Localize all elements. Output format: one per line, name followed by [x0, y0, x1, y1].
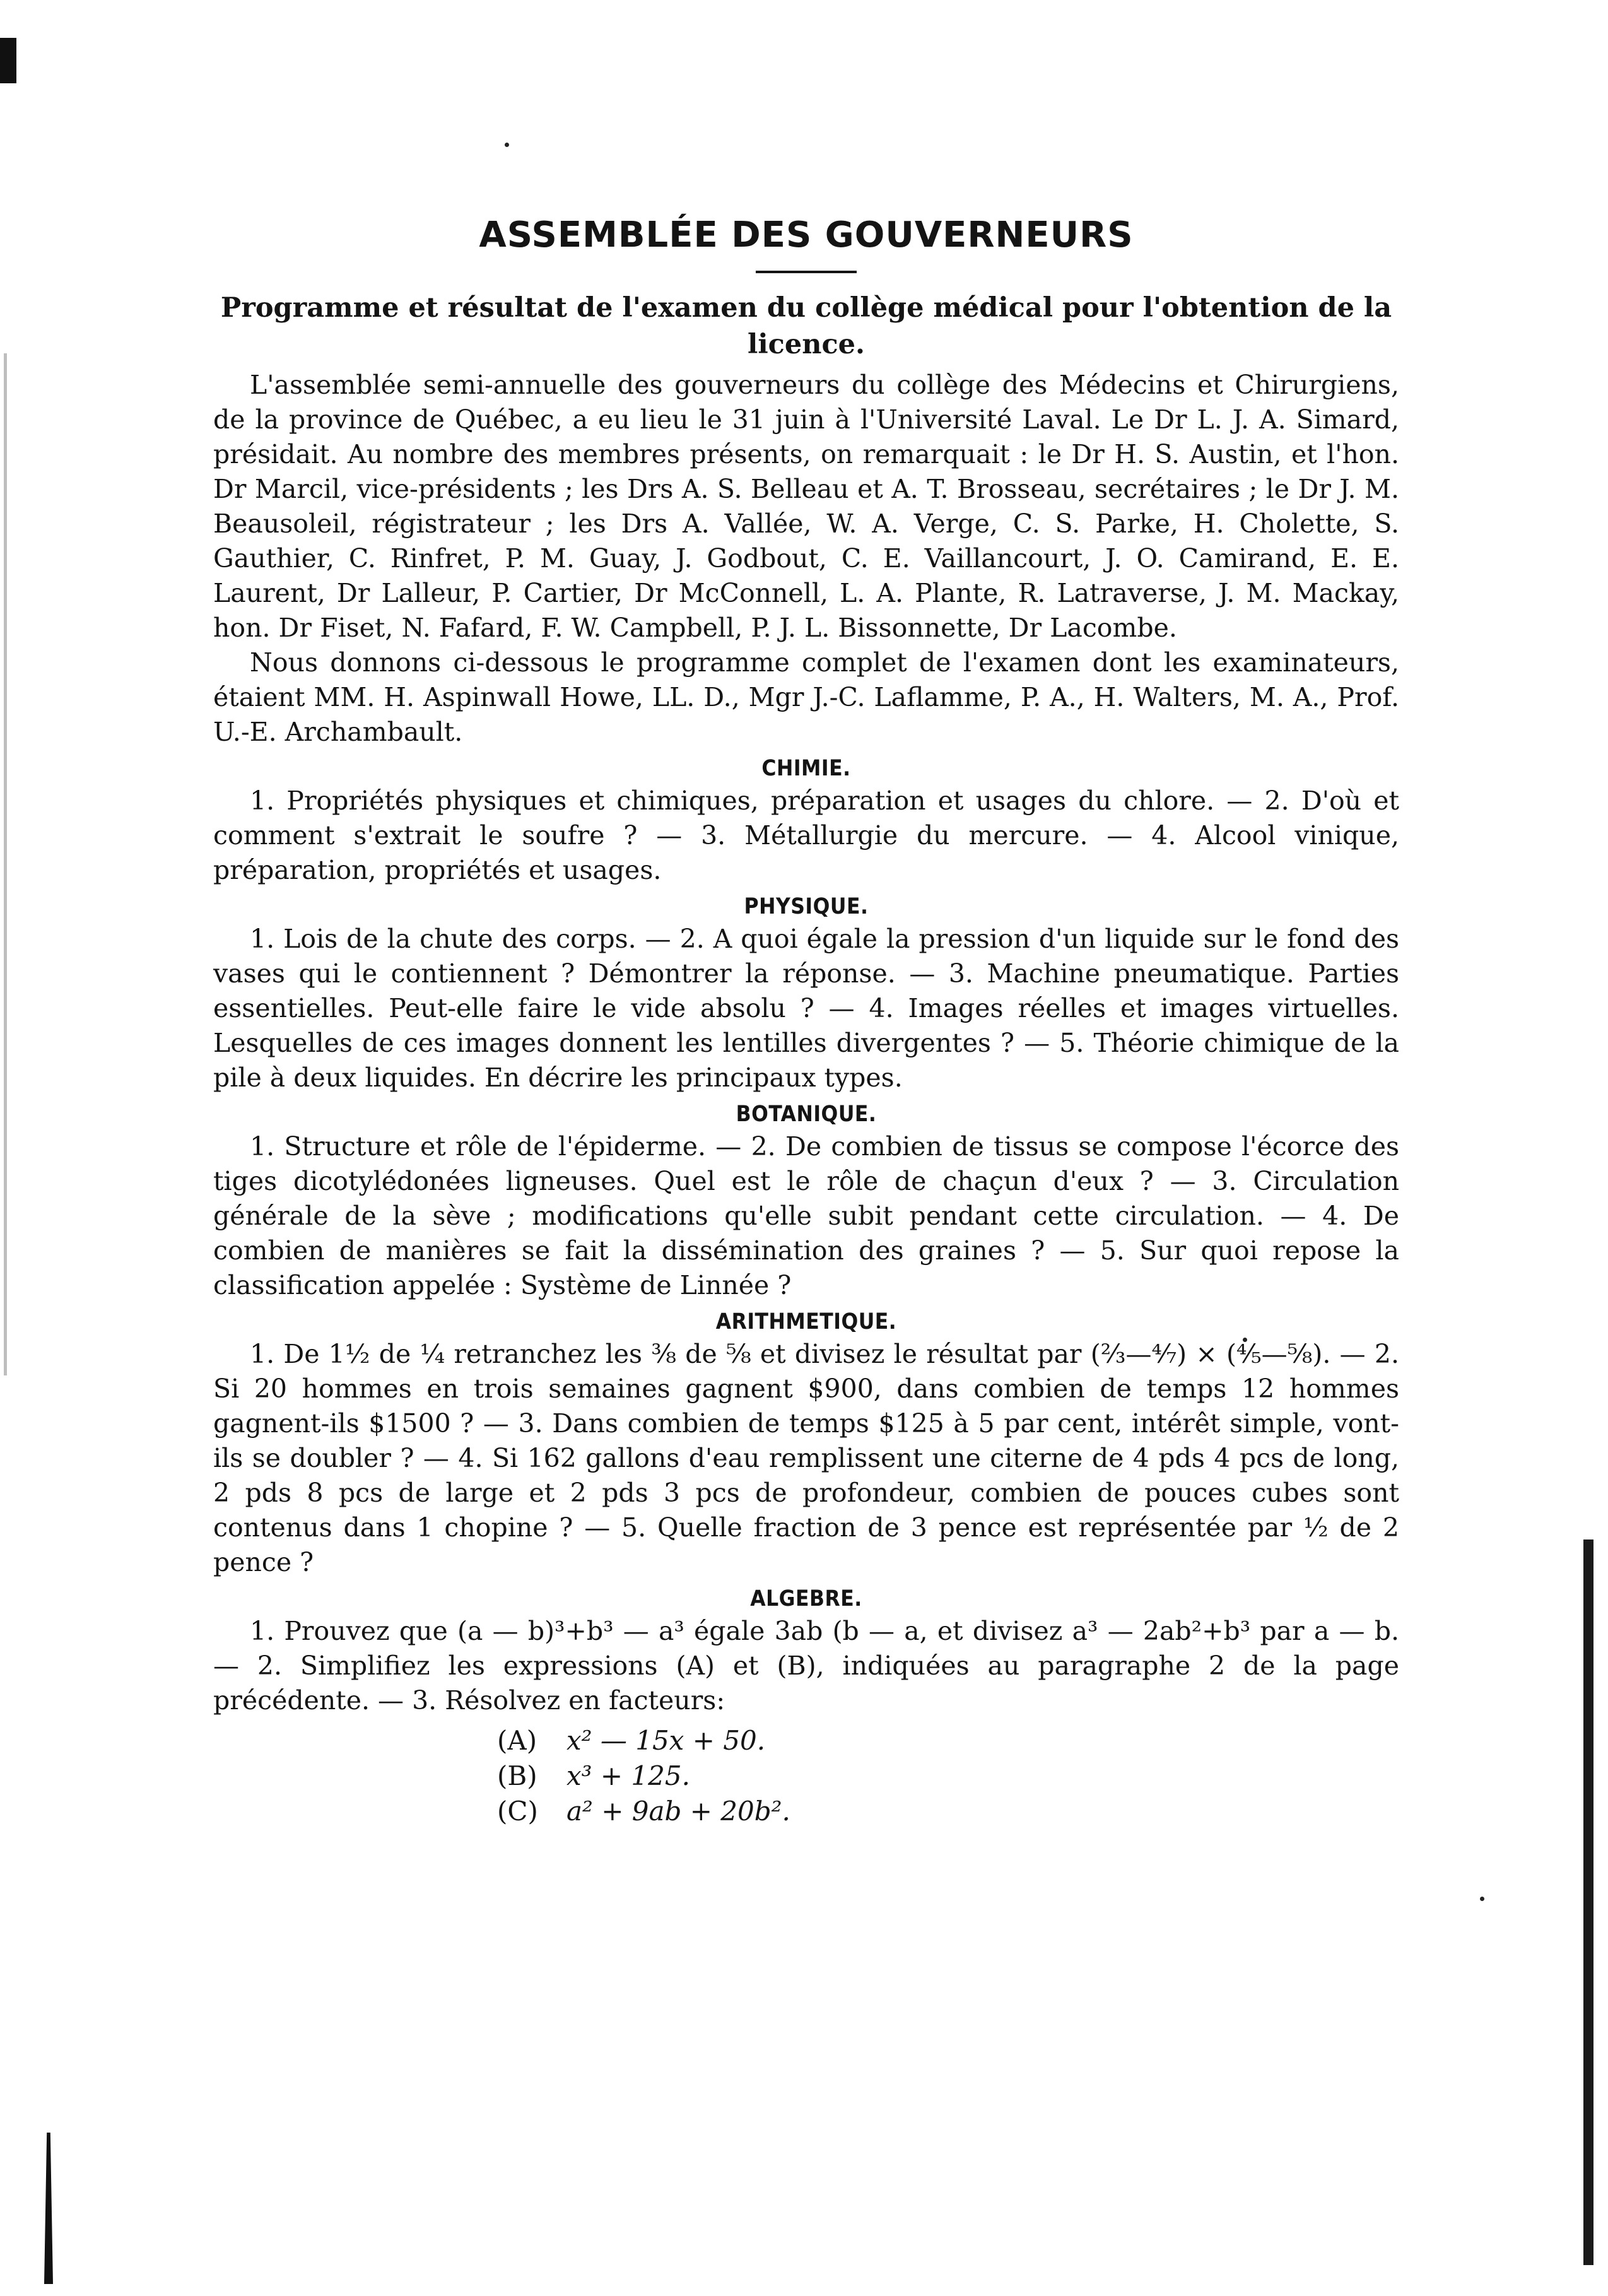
- scan-edge-mark: [0, 38, 16, 83]
- intro-paragraph: Nous donnons ci-dessous le programme complet de l'examen dont les examinateurs, étaient MM. H. Aspinwall Howe, LL. D., Mgr J.-C. Laflamme, P. A., H. Walters, M. A., Prof. U.-E. Archambault.: [213, 647, 1399, 747]
- scan-edge-line: [4, 353, 7, 1375]
- scan-edge-bar: [1583, 1539, 1593, 2265]
- page-title: ASSEMBLÉE DES GOUVERNEURS: [479, 215, 1134, 256]
- section-heading-physique: PHYSIQUE.: [744, 894, 869, 919]
- factor-expression: x³ + 125.: [566, 1760, 690, 1791]
- section-text-arithmetique: 1. De 1½ de ¼ retranchez les ⅜ de ⅝ et divisez le résultat par (⅔—⁴⁄₇) × (⁴⁄₅—⅝). — 2. Si 20 hommes en trois semaines gagnent $900, dans combien de temps 12 hommes gagnent-ils $1500 ? — 3. Dans combien de temps $125 à 5 par cent, intérêt simple, vont-ils se doubler ? — 4. Si 162 gallons d'eau remplissent une citerne de 4 pds 4 pcs de long, 2 pds 8 pcs de large et 2 pds 3 pcs de profondeur, combien de pouces cubes sont contenus dans 1 chopine ? — 5. Quelle fraction de 3 pence est représentée par ½ de 2 pence ?: [213, 1339, 1399, 1577]
- section-heading-arithmetique: ARITHMETIQUE.: [715, 1309, 897, 1334]
- factor-item: [497, 1723, 1399, 1758]
- scan-speck: [1480, 1897, 1484, 1901]
- section-text-algebre: 1. Prouvez que (a — b)³+b³ — a³ égale 3ab (b — a, et divisez a³ — 2ab²+b³ par a — b. — 2. Simplifiez les expressions (A) et (B), indiquées au paragraphe 2 de la page précédente. — 3. Résolvez en facteurs:: [213, 1616, 1399, 1716]
- scan-edge-mark: [44, 2133, 53, 2284]
- section-text-chimie: 1. Propriétés physiques et chimiques, préparation et usages du chlore. — 2. D'où et comment s'extrait le soufre ? — 3. Métallurgie du mercure. — 4. Alcool vinique, préparation, propriétés et usages.: [213, 786, 1399, 885]
- section-heading-algebre: ALGEBRE.: [750, 1586, 862, 1611]
- factor-item: [497, 1758, 1399, 1794]
- document-body: [213, 215, 1399, 1829]
- factor-expression: a² + 9ab + 20b².: [566, 1796, 790, 1827]
- section-heading-chimie: CHIMIE.: [761, 756, 851, 781]
- factor-expression: x² — 15x + 50.: [566, 1725, 766, 1756]
- factor-list: [497, 1723, 1399, 1829]
- intro-paragraph: L'assemblée semi-annuelle des gouverneurs du collège des Médecins et Chirurgiens, de la province de Québec, a eu lieu le 31 juin à l'Université Laval. Le Dr L. J. A. Simard, présidait. Au nombre des membres présents, on remarquait : le Dr H. S. Austin, et l'hon. Dr Marcil, vice-présidents ; les Drs A. S. Belleau et A. T. Brosseau, secrétaires ; le Dr J. M. Beausoleil, régistrateur ; les Drs A. Vallée, W. A. Verge, C. S. Parke, H. Cholette, S. Gauthier, C. Rinfret, P. M. Guay, J. Godbout, C. E. Vaillancourt, J. O. Camirand, E. E. Laurent, Dr Lalleur, P. Cartier, Dr McConnell, L. A. Plante, R. Latraverse, J. M. Mackay, hon. Dr Fiset, N. Fafard, F. W. Campbell, P. J. L. Bissonnette, Dr Lacombe.: [213, 370, 1399, 643]
- scan-speck: [505, 143, 509, 147]
- factor-label: (A): [497, 1725, 537, 1756]
- factor-item: [497, 1794, 1399, 1829]
- section-text-physique: 1. Lois de la chute des corps. — 2. A quoi égale la pression d'un liquide sur le fond des vases qui le contiennent ? Démontrer la réponse. — 3. Machine pneumatique. Parties essentielles. Peut-elle faire le vide absolu ? — 4. Images réelles et images virtuelles. Lesquelles de ces images donnent les lentilles divergentes ? — 5. Théorie chimique de la pile à deux liquides. En décrire les principaux types.: [213, 924, 1399, 1093]
- factor-label: (B): [497, 1760, 537, 1791]
- section-text-botanique: 1. Structure et rôle de l'épiderme. — 2. De combien de tissus se compose l'écorce des tiges dicotylédonées ligneuses. Quel est le rôle de chaçun d'eux ? — 3. Circulation générale de la sève ; modifications qu'elle subit pendant cette circulation. — 4. De combien de manières se fait la dissémination des graines ? — 5. Sur quoi repose la classification appelée : Système de Linnée ?: [213, 1131, 1399, 1300]
- factor-label: (C): [497, 1796, 538, 1827]
- page-subtitle: Programme et résultat de l'examen du collège médical pour l'obtention de la licence.: [220, 292, 1392, 360]
- title-rule: [756, 271, 857, 273]
- section-heading-botanique: BOTANIQUE.: [736, 1102, 877, 1127]
